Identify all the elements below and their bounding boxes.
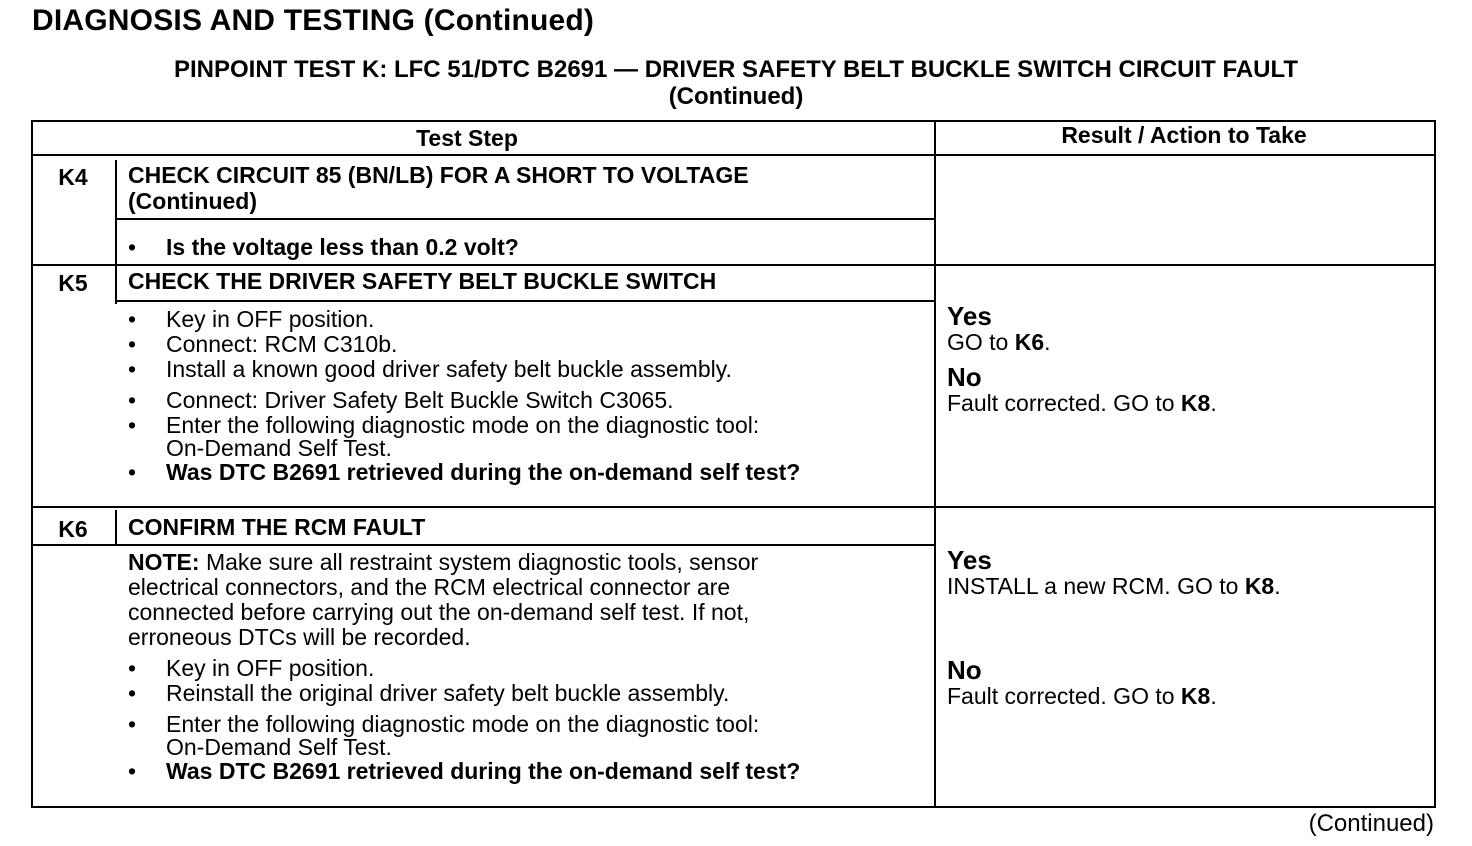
k6-note-line: connected before carrying out the on-demand self test. If not, [128, 599, 750, 625]
step-heading-k6: CONFIRM THE RCM FAULT [128, 514, 426, 540]
step-id-k6: K6 [58, 516, 88, 542]
k5-step: • Install a known good driver safety belt buckle assembly. [128, 357, 759, 382]
k6-no-target: K8 [1180, 683, 1211, 709]
k5-yes-label: Yes [947, 301, 992, 331]
k6-note-line: NOTE: Make sure all restraint system diagnostic tools, sensor [128, 549, 759, 575]
col-divider-id-k5 [115, 264, 117, 304]
k5-yes-action: GO to K6. [947, 329, 1051, 355]
k6-note-label: NOTE: [128, 549, 200, 575]
k6-heading-underline [33, 544, 936, 546]
header-underline [33, 154, 1434, 156]
k5-step: • Connect: RCM C310b. [128, 332, 759, 357]
k6-note-line: electrical connectors, and the RCM electrical connector are [128, 574, 731, 600]
k5-question-list [128, 460, 800, 485]
k6-question-list [128, 759, 800, 784]
k6-no-action: Fault corrected. GO to K8. [947, 683, 1217, 709]
test-title-line1: PINPOINT TEST K: LFC 51/DTC B2691 — DRIVER SAFETY BELT BUCKLE SWITCH CIRCUIT FAULT [173, 56, 1299, 83]
k6-steps-list [128, 656, 759, 737]
k5-yes-target: K6 [1014, 329, 1045, 355]
header-test-step: Test Step [416, 125, 518, 151]
k5-step: • Connect: Driver Safety Belt Buckle Switch C3065. [128, 388, 759, 413]
page-title: DIAGNOSIS AND TESTING (Continued) [32, 4, 595, 37]
k6-results-yes [947, 546, 1281, 599]
k4-heading-underline [115, 218, 934, 220]
k6-note [128, 550, 758, 650]
k6-step: • Key in OFF position. [128, 656, 759, 681]
k4-bottom-line [33, 264, 1434, 266]
k5-no-target: K8 [1180, 390, 1211, 416]
k5-step-continuation: On-Demand Self Test. [166, 435, 392, 461]
test-title-line2: (Continued) [668, 83, 804, 110]
step-heading-k5: CHECK THE DRIVER SAFETY BELT BUCKLE SWITCH [128, 268, 717, 294]
k4-question-list [128, 235, 519, 260]
k6-results-no [947, 656, 1217, 709]
step-id-k4: K4 [58, 164, 88, 190]
k6-step: • Reinstall the original driver safety belt buckle assembly. [128, 681, 759, 706]
k6-yes-label: Yes [947, 545, 992, 575]
k5-heading-underline [115, 300, 934, 302]
k6-yes-action: INSTALL a new RCM. GO to K8. [947, 573, 1281, 599]
col-divider-main [934, 122, 936, 806]
k6-step: • Enter the following diagnostic mode on the diagnostic tool: [128, 712, 759, 737]
k6-question: • Was DTC B2691 retrieved during the on-demand self test? [128, 759, 800, 784]
k5-bottom-line [33, 506, 1434, 508]
header-result-action: Result / Action to Take [1061, 122, 1307, 148]
col-divider-id-k6 [115, 510, 117, 546]
k6-step-continuation: On-Demand Self Test. [166, 734, 392, 760]
k4-heading-line1: CHECK CIRCUIT 85 (BN/LB) FOR A SHORT TO VOLTAGE [128, 162, 749, 188]
k5-steps-list [128, 307, 759, 438]
k5-no-action: Fault corrected. GO to K8. [947, 390, 1217, 416]
k5-no-label: No [947, 362, 982, 392]
k5-step: • Key in OFF position. [128, 307, 759, 332]
k6-note-line: erroneous DTCs will be recorded. [128, 624, 471, 650]
k5-step: • Enter the following diagnostic mode on the diagnostic tool: [128, 413, 759, 438]
k6-yes-target: K8 [1244, 573, 1275, 599]
k5-question: • Was DTC B2691 retrieved during the on-demand self test? [128, 460, 800, 485]
page-continued-footer: (Continued) [1308, 810, 1434, 837]
k4-question: • Is the voltage less than 0.2 volt? [128, 235, 519, 260]
step-heading-k4 [128, 162, 749, 214]
pinpoint-test-title [0, 56, 1472, 110]
k4-heading-line2: (Continued) [128, 188, 258, 214]
k5-results [947, 302, 1217, 416]
step-id-k5: K5 [58, 270, 88, 296]
k6-no-label: No [947, 655, 982, 685]
